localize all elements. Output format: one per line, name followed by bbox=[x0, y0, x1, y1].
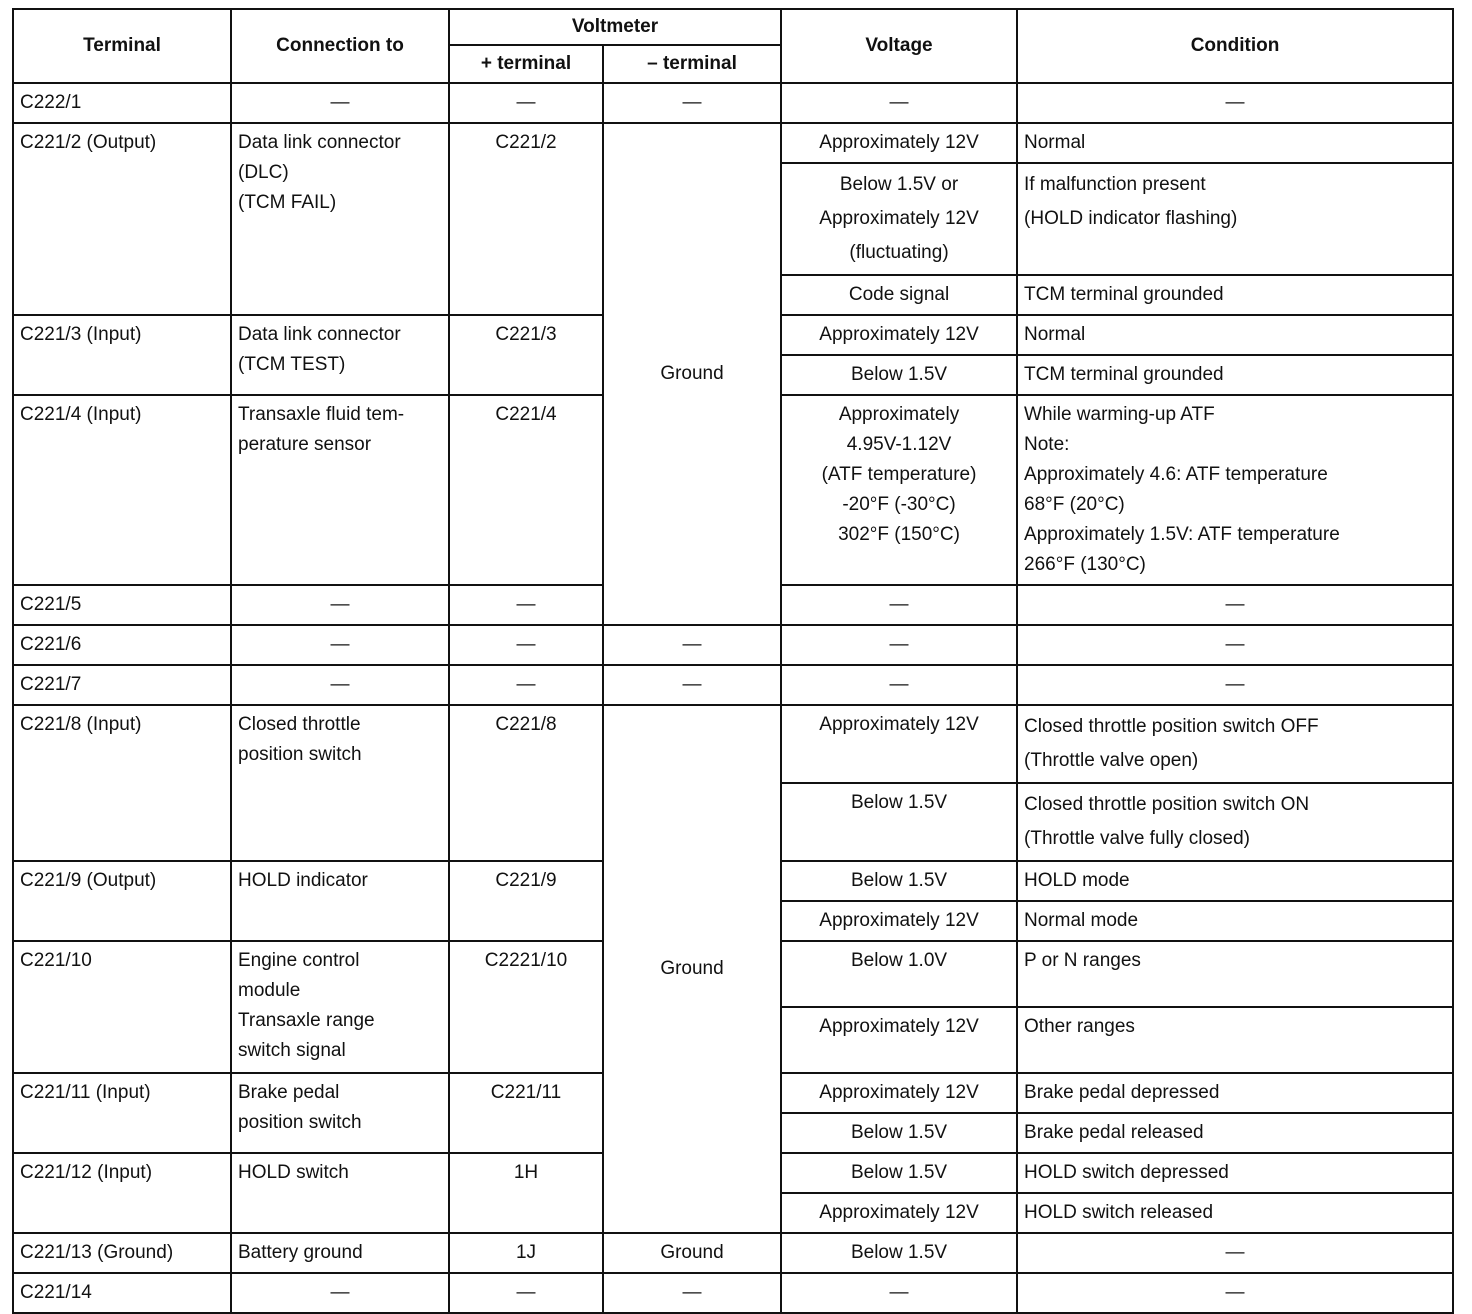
terminal-voltage-table bbox=[12, 8, 1454, 1314]
condition-cell: Normal bbox=[1017, 123, 1453, 163]
terminal-cell: C221/10 bbox=[13, 941, 231, 1073]
dash-cell: — bbox=[781, 1273, 1017, 1313]
dash-cell: — bbox=[231, 1273, 449, 1313]
condition-cell: HOLD switch depressed bbox=[1017, 1153, 1453, 1193]
plus-terminal-cell: C221/2 bbox=[449, 123, 603, 315]
terminal-voltage-table-container bbox=[12, 8, 1452, 1314]
dash-cell: — bbox=[603, 665, 781, 705]
dash-cell: — bbox=[1017, 1233, 1453, 1273]
connection-cell: Data link connector (DLC) (TCM FAIL) bbox=[231, 123, 449, 315]
dash-cell: — bbox=[449, 83, 603, 123]
condition-cell: Brake pedal released bbox=[1017, 1113, 1453, 1153]
voltage-cell: Approximately 12V bbox=[781, 1073, 1017, 1113]
voltage-cell: Code signal bbox=[781, 275, 1017, 315]
dash-cell: — bbox=[603, 83, 781, 123]
table-row bbox=[13, 705, 1453, 783]
ground-cell: Ground bbox=[603, 705, 781, 1233]
terminal-cell: C221/9 (Output) bbox=[13, 861, 231, 941]
dash-cell: — bbox=[231, 665, 449, 705]
terminal-cell: C221/12 (Input) bbox=[13, 1153, 231, 1233]
condition-cell: TCM terminal grounded bbox=[1017, 275, 1453, 315]
dash-cell: — bbox=[231, 625, 449, 665]
voltage-cell: Approximately 4.95V-1.12V (ATF temperature) -20°F (-30°C) 302°F (150°C) bbox=[781, 395, 1017, 585]
condition-cell: HOLD switch released bbox=[1017, 1193, 1453, 1233]
dash-cell: — bbox=[603, 625, 781, 665]
header-voltage: Voltage bbox=[781, 9, 1017, 83]
minus-terminal-cell: Ground bbox=[603, 1233, 781, 1273]
voltage-cell: Approximately 12V bbox=[781, 1007, 1017, 1073]
condition-cell: Closed throttle position switch OFF (Throttle valve open) bbox=[1017, 705, 1453, 783]
condition-cell: Normal mode bbox=[1017, 901, 1453, 941]
plus-terminal-cell: 1H bbox=[449, 1153, 603, 1233]
condition-cell: If malfunction present (HOLD indicator flashing) bbox=[1017, 163, 1453, 275]
plus-terminal-cell: C221/9 bbox=[449, 861, 603, 941]
voltage-cell: Below 1.5V bbox=[781, 355, 1017, 395]
terminal-cell: C221/6 bbox=[13, 625, 231, 665]
header-connection: Connection to bbox=[231, 9, 449, 83]
terminal-cell: C221/14 bbox=[13, 1273, 231, 1313]
terminal-cell: C221/4 (Input) bbox=[13, 395, 231, 585]
header-voltmeter: Voltmeter bbox=[449, 9, 781, 45]
connection-cell: Closed throttle position switch bbox=[231, 705, 449, 861]
header-plus-terminal: + terminal bbox=[449, 45, 603, 83]
condition-cell: Brake pedal depressed bbox=[1017, 1073, 1453, 1113]
dash-cell: — bbox=[1017, 665, 1453, 705]
terminal-cell: C221/13 (Ground) bbox=[13, 1233, 231, 1273]
dash-cell: — bbox=[449, 1273, 603, 1313]
connection-cell: Brake pedal position switch bbox=[231, 1073, 449, 1153]
dash-cell: — bbox=[231, 83, 449, 123]
dash-cell: — bbox=[1017, 625, 1453, 665]
dash-cell: — bbox=[781, 83, 1017, 123]
table-row bbox=[13, 1233, 1453, 1273]
voltage-cell: Below 1.0V bbox=[781, 941, 1017, 1007]
voltage-cell: Below 1.5V bbox=[781, 1113, 1017, 1153]
table-row bbox=[13, 83, 1453, 123]
terminal-cell: C222/1 bbox=[13, 83, 231, 123]
voltage-cell: Approximately 12V bbox=[781, 901, 1017, 941]
voltage-cell: Below 1.5V bbox=[781, 1153, 1017, 1193]
connection-cell: Transaxle fluid tem- perature sensor bbox=[231, 395, 449, 585]
voltage-cell: Approximately 12V bbox=[781, 705, 1017, 783]
voltage-cell: Approximately 12V bbox=[781, 315, 1017, 355]
terminal-cell: C221/2 (Output) bbox=[13, 123, 231, 315]
condition-cell: P or N ranges bbox=[1017, 941, 1453, 1007]
condition-cell: Closed throttle position switch ON (Throttle valve fully closed) bbox=[1017, 783, 1453, 861]
condition-cell: HOLD mode bbox=[1017, 861, 1453, 901]
terminal-cell: C221/7 bbox=[13, 665, 231, 705]
plus-terminal-cell: C221/3 bbox=[449, 315, 603, 395]
voltage-cell: Approximately 12V bbox=[781, 123, 1017, 163]
voltage-cell: Below 1.5V bbox=[781, 861, 1017, 901]
dash-cell: — bbox=[603, 1273, 781, 1313]
dash-cell: — bbox=[231, 585, 449, 625]
connection-cell: Data link connector (TCM TEST) bbox=[231, 315, 449, 395]
dash-cell: — bbox=[449, 625, 603, 665]
terminal-cell: C221/11 (Input) bbox=[13, 1073, 231, 1153]
connection-cell: HOLD indicator bbox=[231, 861, 449, 941]
terminal-cell: C221/8 (Input) bbox=[13, 705, 231, 861]
dash-cell: — bbox=[1017, 585, 1453, 625]
dash-cell: — bbox=[449, 585, 603, 625]
condition-cell: While warming-up ATF Note: Approximately 4.6: ATF temperature 68°F (20°C) Approximately 1.5V: ATF temperature 266°F (130°C) bbox=[1017, 395, 1453, 585]
dash-cell: — bbox=[449, 665, 603, 705]
header-condition: Condition bbox=[1017, 9, 1453, 83]
header-minus-terminal: – terminal bbox=[603, 45, 781, 83]
plus-terminal-cell: C2221/10 bbox=[449, 941, 603, 1073]
condition-cell: TCM terminal grounded bbox=[1017, 355, 1453, 395]
dash-cell: — bbox=[1017, 83, 1453, 123]
connection-cell: HOLD switch bbox=[231, 1153, 449, 1233]
table-row bbox=[13, 625, 1453, 665]
header-terminal: Terminal bbox=[13, 9, 231, 83]
table-row bbox=[13, 123, 1453, 163]
plus-terminal-cell: C221/11 bbox=[449, 1073, 603, 1153]
terminal-cell: C221/3 (Input) bbox=[13, 315, 231, 395]
plus-terminal-cell: C221/4 bbox=[449, 395, 603, 585]
plus-terminal-cell: 1J bbox=[449, 1233, 603, 1273]
terminal-cell: C221/5 bbox=[13, 585, 231, 625]
voltage-cell: Below 1.5V bbox=[781, 1233, 1017, 1273]
condition-cell: Other ranges bbox=[1017, 1007, 1453, 1073]
table-row bbox=[13, 1273, 1453, 1313]
plus-terminal-cell: C221/8 bbox=[449, 705, 603, 861]
voltage-cell: Below 1.5V bbox=[781, 783, 1017, 861]
connection-cell: Battery ground bbox=[231, 1233, 449, 1273]
dash-cell: — bbox=[1017, 1273, 1453, 1313]
dash-cell: — bbox=[781, 585, 1017, 625]
ground-cell: Ground bbox=[603, 123, 781, 625]
voltage-cell: Below 1.5V or Approximately 12V (fluctuating) bbox=[781, 163, 1017, 275]
voltage-cell: Approximately 12V bbox=[781, 1193, 1017, 1233]
connection-cell: Engine control module Transaxle range switch signal bbox=[231, 941, 449, 1073]
table-row bbox=[13, 665, 1453, 705]
dash-cell: — bbox=[781, 665, 1017, 705]
dash-cell: — bbox=[781, 625, 1017, 665]
condition-cell: Normal bbox=[1017, 315, 1453, 355]
